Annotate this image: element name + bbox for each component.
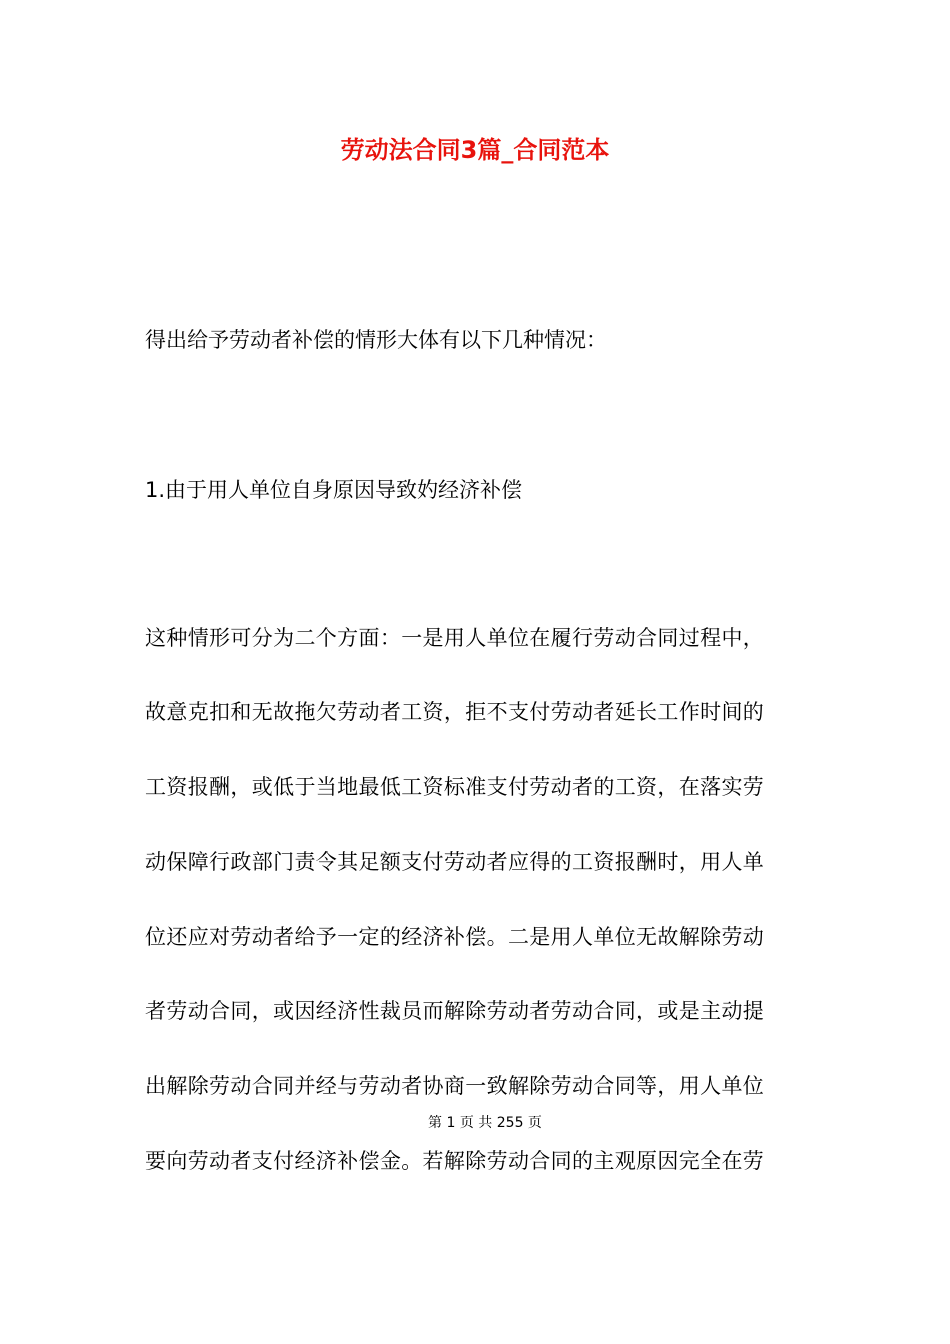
section-heading: 1.由于用人单位自身原因导致妁经济补偿 — [145, 478, 523, 502]
page-number-footer: 第 1 页 共 255 页 — [428, 1115, 542, 1131]
document-title: 劳动法合同3篇_合同范本 — [340, 136, 610, 164]
body-line: 动保障行政部门责令其足额支付劳动者应得的工资报酬时，用人单 — [145, 850, 765, 874]
body-line: 故意克扣和无故拖欠劳动者工资，拒不支付劳动者延长工作时间的 — [145, 700, 765, 724]
body-line: 位还应对劳动者给予一定的经济补偿。二是用人单位无故解除劳动 — [145, 925, 765, 949]
intro-paragraph: 得出给予劳动者补偿的情形大体有以下几种情况： — [145, 328, 607, 352]
body-line: 出解除劳动合同并经与劳动者协商一致解除劳动合同等，用人单位 — [145, 1074, 765, 1098]
body-line: 者劳动合同，或因经济性裁员而解除劳动者劳动合同，或是主动提 — [145, 999, 765, 1023]
body-line: 要向劳动者支付经济补偿金。若解除劳动合同的主观原因完全在劳 — [145, 1149, 765, 1173]
body-line: 工资报酬，或低于当地最低工资标准支付劳动者的工资，在落实劳 — [145, 775, 765, 799]
body-line: 这种情形可分为二个方面：一是用人单位在履行劳动合同过程中， — [145, 626, 765, 650]
